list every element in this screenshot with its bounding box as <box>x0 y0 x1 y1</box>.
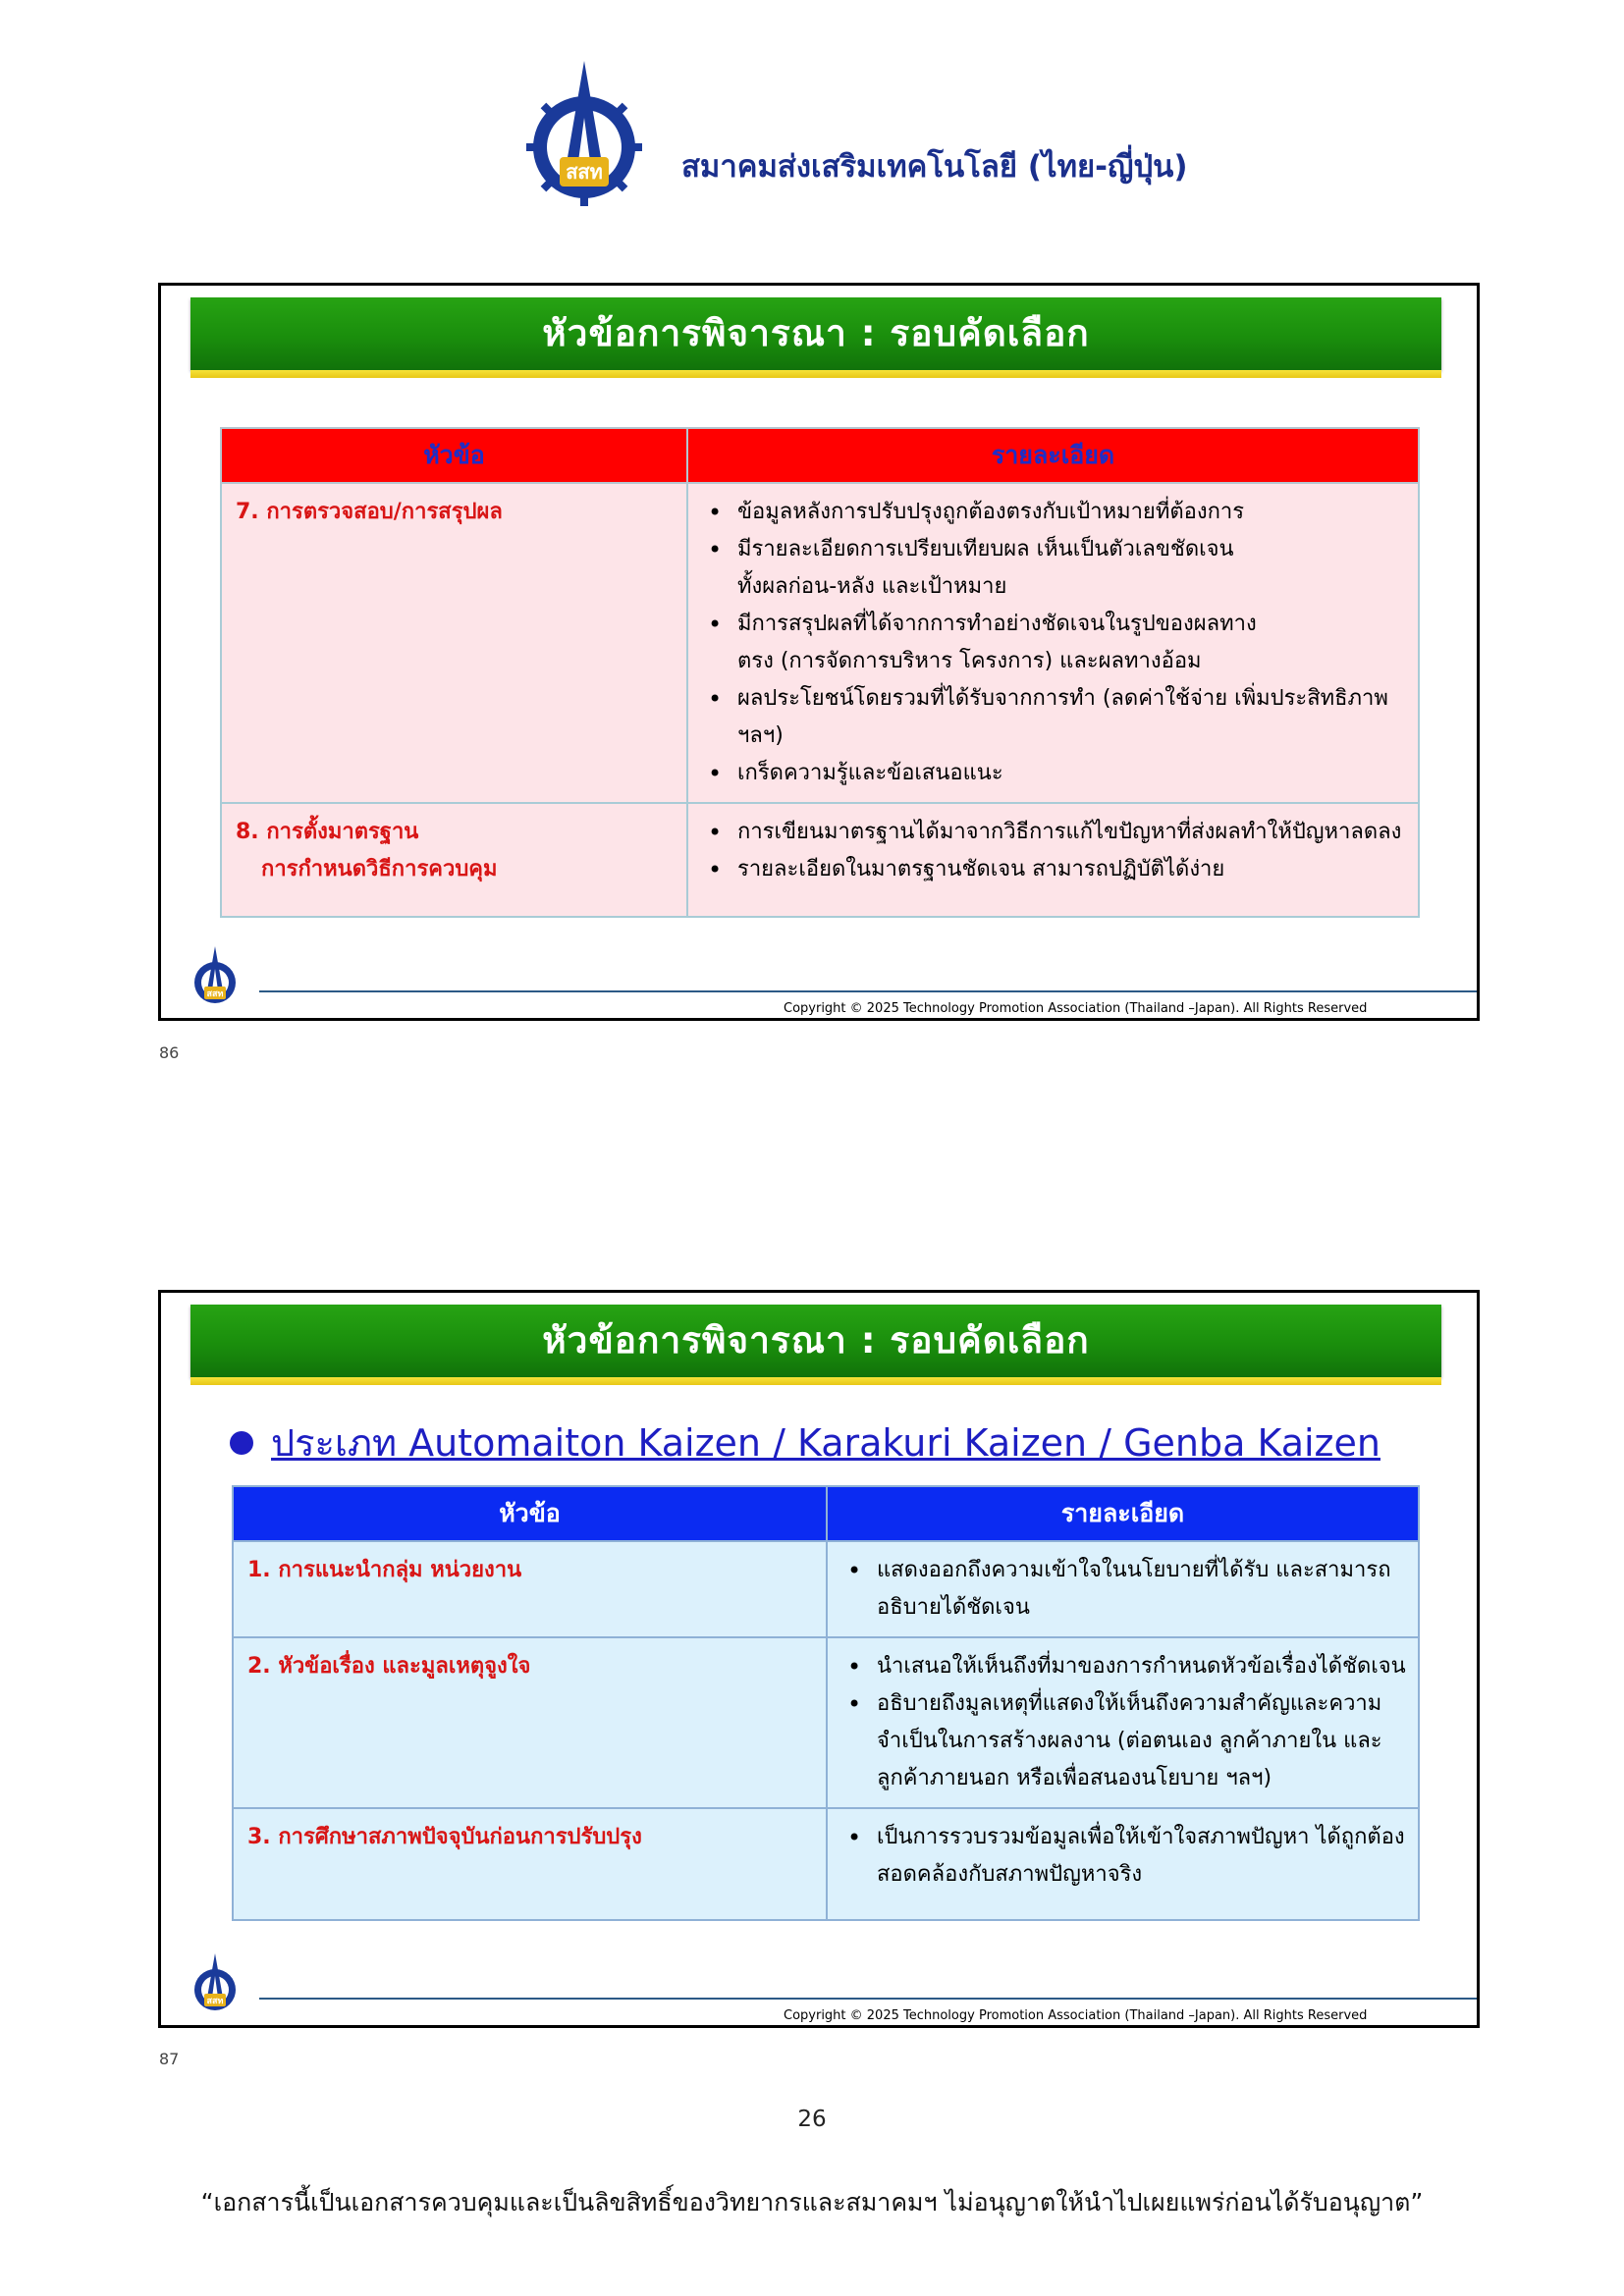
table-row <box>221 483 1419 803</box>
topic-label: 3. การศึกษาสภาพปัจจุบันก่อนการปรับปรุง <box>247 1825 642 1849</box>
column-header-topic: หัวข้อ <box>221 428 687 483</box>
logo-text: สสท <box>566 160 603 184</box>
column-header-detail: รายละเอียด <box>687 428 1419 483</box>
bullet-item: • มีการสรุปผลที่ได้จากการทำอย่างชัดเจนในรูปของผลทางตรง (การจัดการบริหาร โครงการ) และผลทางอ้อม <box>702 606 1406 680</box>
topic-label: 7. การตรวจสอบ/การสรุปผล <box>236 500 503 524</box>
category-heading-text: ประเภท Automaiton Kaizen / Karakuri Kaizen / Genba Kaizen <box>271 1421 1380 1465</box>
table-row <box>233 1808 1419 1920</box>
bullet-item: • การเขียนมาตรฐานได้มาจากวิธีการแก้ไขปัญหาที่ส่งผลทำให้ปัญหาลดลง <box>702 814 1406 851</box>
topic-label: 2. หัวข้อเรื่อง และมูลเหตุจูงใจ <box>247 1654 531 1679</box>
topic-cell <box>221 483 687 803</box>
footer-rule <box>259 1998 1477 2000</box>
footer-logo <box>192 945 238 1006</box>
slide-banner <box>190 1305 1441 1377</box>
bullet-item: • เกร็ดความรู้และข้อเสนอแนะ <box>702 755 1406 792</box>
detail-cell <box>687 803 1419 917</box>
slide-86 <box>158 283 1480 1021</box>
table-row <box>221 803 1419 917</box>
association-name: สมาคมส่งเสริมเทคโนโลยี (ไทย-ญี่ปุ่น) <box>681 149 1188 185</box>
bullet-item: • นำเสนอให้เห็นถึงที่มาของการกำหนดหัวข้อเรื่องได้ชัดเจน <box>841 1648 1406 1685</box>
banner-underline <box>190 1377 1441 1385</box>
slide-number: 86 <box>159 1043 180 1062</box>
slide-banner <box>190 297 1441 370</box>
bullet-item: • มีรายละเอียดการเปรียบเทียบผล เห็นเป็นตัวเลขชัดเจน ทั้งผลก่อน-หลัง และเป้าหมาย <box>702 531 1406 606</box>
bullet-dot-icon <box>230 1431 253 1455</box>
slide-title: หัวข้อการพิจารณา : รอบคัดเลือก <box>542 312 1090 354</box>
slide-87 <box>158 1290 1480 2028</box>
copyright-disclaimer: “เอกสารนี้เป็นเอกสารควบคุมและเป็นลิขสิทธิ์ของวิทยากรและสมาคมฯ ไม่อนุญาตให้นำไปเผยแพร่ก่อนได้รับอนุญาต” <box>200 2188 1424 2216</box>
bullet-item: • รายละเอียดในมาตรฐานชัดเจน สามารถปฏิบัติได้ง่าย <box>702 851 1406 888</box>
detail-cell <box>687 483 1419 803</box>
bullet-item: • แสดงออกถึงความเข้าใจในนโยบายที่ได้รับ และสามารถอธิบายได้ชัดเจน <box>841 1552 1406 1627</box>
topic-cell <box>233 1637 827 1808</box>
detail-cell <box>827 1637 1419 1808</box>
column-header-topic: หัวข้อ <box>233 1486 827 1541</box>
detail-cell <box>827 1808 1419 1920</box>
criteria-table <box>220 427 1420 918</box>
slide-title: หัวข้อการพิจารณา : รอบคัดเลือก <box>542 1319 1090 1362</box>
topic-label: 8. การตั้งมาตรฐาน <box>236 820 419 844</box>
copyright: Copyright © 2025 Technology Promotion Association (Thailand –Japan). All Rights Reserved <box>784 1001 1368 1016</box>
table-row <box>233 1637 1419 1808</box>
footer-rule <box>259 990 1477 992</box>
criteria-table <box>232 1485 1420 1921</box>
topic-cell <box>233 1808 827 1920</box>
topic-cell <box>233 1541 827 1637</box>
topic-cell <box>221 803 687 917</box>
footer-logo-text: สสท <box>206 989 224 999</box>
bullet-item: • ข้อมูลหลังการปรับปรุงถูกต้องตรงกับเป้าหมายที่ต้องการ <box>702 494 1406 531</box>
column-header-detail: รายละเอียด <box>827 1486 1419 1541</box>
footer-logo-text: สสท <box>206 1997 224 2006</box>
association-logo <box>526 59 642 208</box>
table-row <box>233 1541 1419 1637</box>
footer-logo <box>192 1952 238 2013</box>
category-heading <box>230 1413 1380 1472</box>
bullet-item: • เป็นการรวบรวมข้อมูลเพื่อให้เข้าใจสภาพปัญหา ได้ถูกต้องสอดคล้องกับสภาพปัญหาจริง <box>841 1819 1406 1894</box>
topic-label: 1. การแนะนำกลุ่ม หน่วยงาน <box>247 1558 522 1582</box>
detail-cell <box>827 1541 1419 1637</box>
bullet-item: • ผลประโยชน์โดยรวมที่ได้รับจากการทำ (ลดค่าใช้จ่าย เพิ่มประสิทธิภาพ ฯลฯ) <box>702 680 1406 755</box>
slide-number: 87 <box>159 2050 180 2068</box>
topic-label: การกำหนดวิธีการควบคุม <box>261 857 498 881</box>
copyright: Copyright © 2025 Technology Promotion Association (Thailand –Japan). All Rights Reserved <box>784 2008 1368 2023</box>
banner-underline <box>190 370 1441 378</box>
page-number: 26 <box>797 2107 827 2132</box>
bullet-item: • อธิบายถึงมูลเหตุที่แสดงให้เห็นถึงความสำคัญและความจำเป็นในการสร้างผลงาน (ต่อตนเอง ลูกค้าภายใน และลูกค้าภายนอก หรือเพื่อสนองนโยบาย ฯลฯ) <box>841 1685 1406 1797</box>
